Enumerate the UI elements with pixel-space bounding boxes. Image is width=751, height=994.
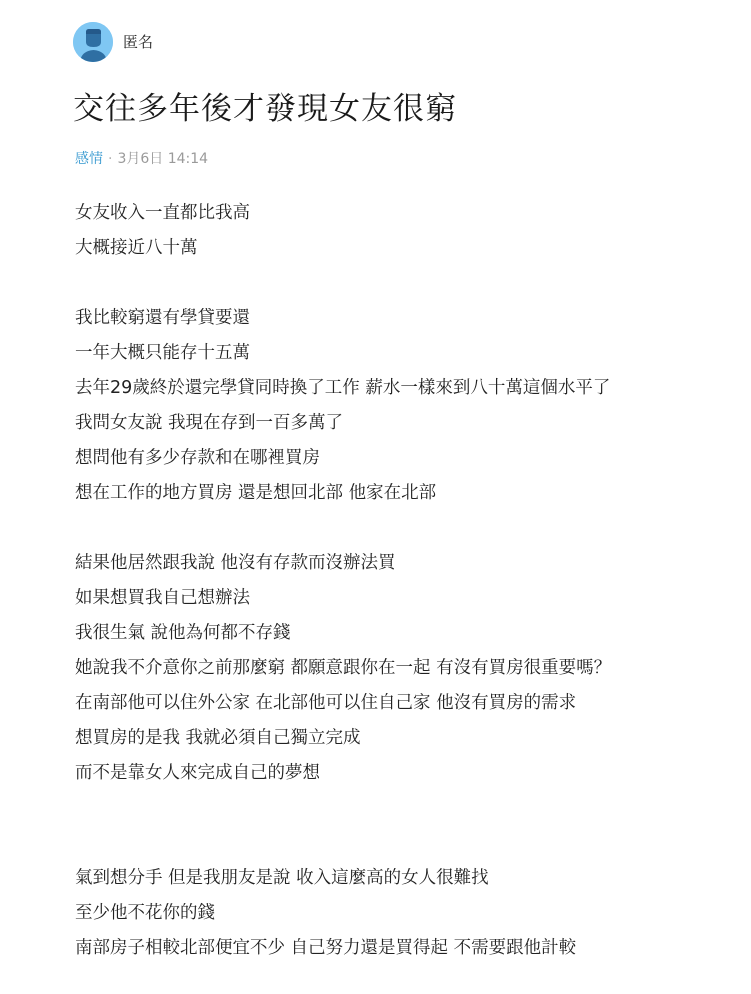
content-line: 她說我不介意你之前那麼窮 都願意跟你在一起 有沒有買房很重要嗎？: [75, 658, 612, 678]
content-line: 一年大概只能存十五萬: [75, 343, 250, 363]
content-line: 去年29歲終於還完學貸同時換了工作 薪水一樣來到八十萬這個水平了: [75, 378, 611, 398]
post-title: 交往多年後才發現女友很窮: [73, 91, 457, 127]
paragraph-gap: [75, 266, 735, 301]
content-line: 大概接近八十萬: [75, 238, 198, 258]
category-link[interactable]: 感情: [75, 151, 103, 167]
content-line: 想問他有多少存款和在哪裡買房: [75, 448, 320, 468]
content-line: 南部房子相較北部便宜不少 自己努力還是買得起 不需要跟他計較: [75, 938, 577, 958]
content-line: 我很生氣 說他為何都不存錢: [75, 623, 291, 643]
content-line: 女友收入一直都比我高: [75, 203, 250, 223]
anonymous-user-icon: [73, 22, 113, 62]
content-line: 而不是靠女人來完成自己的夢想: [75, 763, 320, 783]
author-row: [73, 22, 153, 62]
content-line: 想在工作的地方買房 還是想回北部 他家在北部: [75, 483, 437, 503]
content-line: 想買房的是我 我就必須自己獨立完成: [75, 728, 361, 748]
content-line: 至少他不花你的錢: [75, 903, 215, 923]
post-timestamp: 3月6日 14:14: [117, 151, 209, 167]
meta-separator: ·: [108, 151, 113, 167]
content-line: 如果想買我自己想辦法: [75, 588, 250, 608]
post-content: [75, 196, 735, 966]
post-meta: [75, 149, 208, 169]
paragraph-gap: [75, 791, 735, 861]
content-line: 氣到想分手 但是我朋友是說 收入這麼高的女人很難找: [75, 868, 489, 888]
content-line: 我比較窮還有學貸要還: [75, 308, 250, 328]
paragraph-gap: [75, 511, 735, 546]
content-line: 在南部他可以住外公家 在北部他可以住自己家 他沒有買房的需求: [75, 693, 577, 713]
author-name[interactable]: 匿名: [123, 33, 154, 51]
avatar[interactable]: [73, 22, 113, 62]
content-line: 我問女友說 我現在存到一百多萬了: [75, 413, 344, 433]
content-line: 結果他居然跟我說 他沒有存款而沒辦法買: [75, 553, 396, 573]
